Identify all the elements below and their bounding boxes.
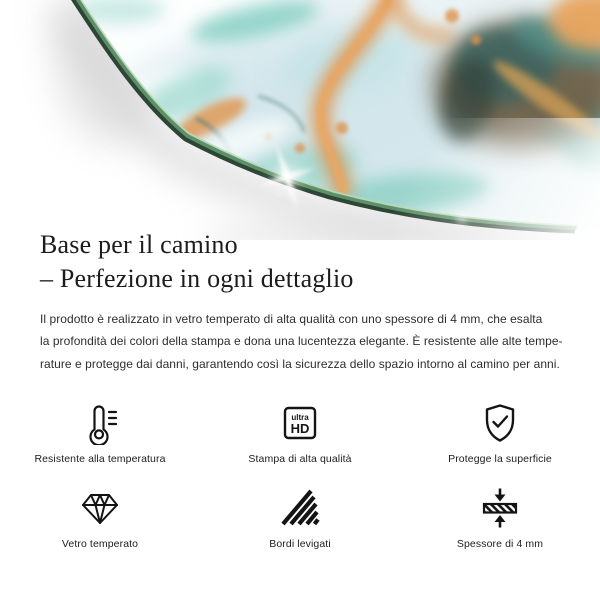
- product-image: [0, 0, 600, 240]
- feature-polished-edges: [200, 484, 400, 551]
- feature-grid: [0, 399, 600, 551]
- feature-label: Protegge la superficie: [448, 453, 552, 465]
- feature-print-quality: [200, 399, 400, 466]
- feature-label: Spessore di 4 mm: [456, 538, 544, 550]
- hero-fade: [390, 118, 600, 240]
- feature-label: Stampa di alta qualità: [248, 453, 352, 465]
- polished-edges-icon: [278, 484, 322, 532]
- feature-thickness: [400, 484, 600, 551]
- page-title: [40, 228, 354, 296]
- page-title-line-1: Base per il camino: [40, 230, 238, 259]
- product-description: [40, 308, 563, 375]
- diamond-icon: [78, 484, 122, 532]
- shield-check-icon: [478, 399, 522, 447]
- description-line: rature e protegge dai danni, garantendo così la sicurezza dello spazio intorno al camino per anni.: [40, 356, 560, 371]
- feature-label: Vetro temperato: [61, 538, 139, 550]
- page-title-line-2: – Perfezione in ogni dettaglio: [40, 264, 354, 293]
- description-line: Il prodotto è realizzato in vetro temperato di alta qualità con uno spessore di 4 mm, che esalta: [40, 312, 543, 326]
- feature-tempered-glass: [0, 484, 200, 551]
- feature-label: Resistente alla temperatura: [34, 453, 166, 465]
- feature-label: Bordi levigati: [269, 538, 331, 550]
- ultra-hd-badge-top: ultra: [291, 413, 309, 422]
- thermometer-icon: [78, 399, 122, 447]
- feature-temperature: [0, 399, 200, 466]
- feature-surface-protection: [400, 399, 600, 466]
- description-line: la profondità dei colori della stampa e dona una lucentezza elegante. È resistente alle alte tempe-: [40, 334, 563, 349]
- thickness-4mm-icon: [478, 484, 522, 532]
- ultra-hd-badge-bottom: HD: [290, 421, 310, 436]
- ultra-hd-icon: [278, 399, 322, 447]
